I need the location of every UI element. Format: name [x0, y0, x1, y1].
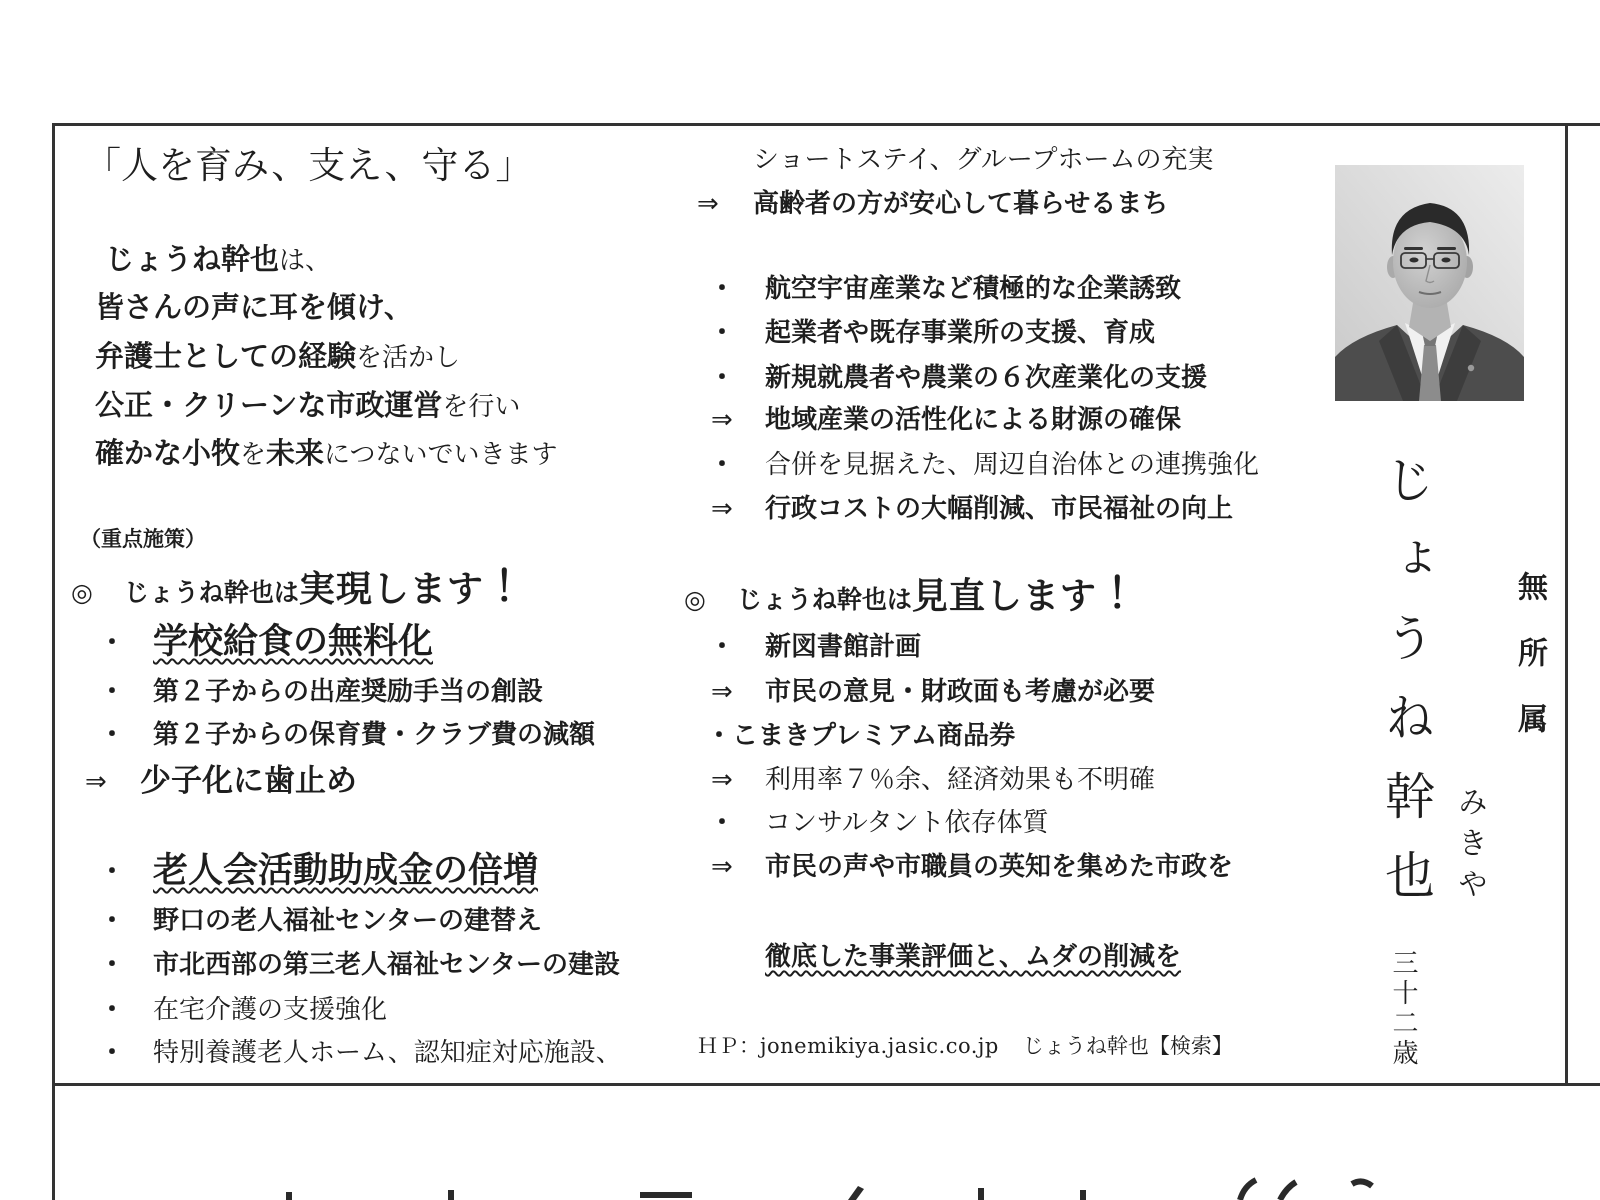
glyph-fragment [978, 1188, 984, 1200]
bullet-dot: ・ [709, 450, 736, 480]
bullet-dot: ・ [99, 720, 126, 750]
bullet-dot: ・ [99, 677, 126, 707]
policy-item [99, 851, 539, 891]
policy-item-continued [753, 147, 1213, 173]
double-circle-icon: ◎ [71, 578, 93, 607]
policy-item [99, 997, 387, 1023]
candidate-affiliation: 無所属 [1512, 571, 1547, 769]
bullet-dot: ・ [709, 632, 736, 662]
intro-line-3 [95, 339, 461, 373]
realize-verb: 実現します [298, 568, 484, 610]
review-result [711, 854, 1233, 880]
bullet-dot: ・ [99, 627, 126, 658]
website-url: jonemikiya.jasic.co.jp [760, 1034, 999, 1058]
exclamation-mark: ！ [1106, 569, 1149, 618]
review-text: 市民の声や市職員の英知を集めた市政を [765, 852, 1234, 882]
arrow-icon: ⇒ [711, 852, 733, 882]
lapel-pin [1468, 365, 1474, 371]
arrow-icon: ⇒ [711, 677, 733, 707]
policy-text: 学校給食の無料化 [153, 622, 434, 662]
review-text: 新図書館計画 [765, 632, 922, 662]
policy-item [709, 365, 1207, 391]
website-label: ＨＰ： [697, 1034, 760, 1058]
frame-top-rule [52, 123, 1600, 126]
arrow-icon: ⇒ [711, 405, 733, 435]
arrow-icon: ⇒ [697, 189, 719, 219]
policy-item [99, 1040, 622, 1066]
policy-text: 市北西部の第三老人福祉センターの建設 [153, 950, 620, 980]
policy-result [711, 496, 1233, 522]
arrow-icon: ⇒ [711, 494, 733, 524]
bullet-dot: ・ [99, 1038, 126, 1068]
left-eye [1410, 258, 1419, 263]
realize-heading [71, 562, 536, 611]
glyph-fragment [1352, 1181, 1372, 1186]
cut-off-heading-fragments [0, 1170, 1600, 1200]
right-eyebrow [1437, 247, 1456, 250]
policy-item [99, 908, 542, 934]
review-heading [684, 569, 1149, 618]
review-verb: 見直します [911, 575, 1097, 617]
glyph-fragment [1080, 1190, 1086, 1200]
review-text: ・こまきプレミアム商品券 [706, 721, 1016, 751]
bullet-dot: ・ [99, 995, 126, 1025]
key-policies-label: （重点施策） [80, 526, 206, 551]
glyph-fragment [848, 1186, 864, 1200]
website-line [697, 1036, 1233, 1057]
candidate-name-vertical: じょうね幹也 [1377, 454, 1435, 928]
policy-item [709, 276, 1181, 302]
policy-text: 航空宇宙産業など積極的な企業誘致 [765, 274, 1182, 304]
glyph-fragment [1240, 1180, 1256, 1200]
review-item [709, 634, 921, 660]
left-eyebrow [1404, 247, 1423, 250]
policy-text: 在宅介護の支援強化 [153, 995, 388, 1025]
glyph-fragment [286, 1192, 292, 1200]
policy-text: 第２子からの出産奨励手当の創設 [153, 677, 544, 707]
bullet-dot: ・ [709, 274, 736, 304]
policy-text: 高齢者の方が安心して暮らせるまち [753, 189, 1169, 219]
glyph-fragment [448, 1190, 454, 1200]
review-result [711, 767, 1155, 793]
policy-text: 起業者や既存事業所の支援、育成 [765, 318, 1156, 348]
exclamation-mark: ！ [493, 562, 536, 611]
policy-text: 老人会活動助成金の倍増 [153, 851, 539, 891]
intro-regular: を [240, 440, 267, 470]
bullet-dot: ・ [709, 808, 736, 838]
review-text: 市民の意見・財政面も考慮が必要 [765, 677, 1156, 707]
review-item [709, 810, 1049, 836]
policy-item [709, 452, 1259, 478]
review-text: 利用率７％余、経済効果も不明確 [765, 765, 1156, 795]
frame-bottom-rule [52, 1083, 1600, 1086]
right-eye [1442, 258, 1451, 263]
glyph-fragment [1280, 1182, 1296, 1200]
review-lead: じょうね幹也は [736, 585, 912, 614]
arrow-icon: ⇒ [711, 765, 733, 795]
policy-text: 行政コストの大幅削減、市民福祉の向上 [765, 494, 1234, 524]
review-conclusion: 徹底した事業評価と、ムダの削減を [765, 942, 1182, 972]
intro-bold: 未来 [266, 436, 325, 470]
search-phrase: じょうね幹也【検索】 [1022, 1034, 1233, 1058]
policy-text: 合併を見据えた、周辺自治体との連携強化 [765, 450, 1260, 480]
intro-bold: 公正・クリーンな市政運営 [95, 388, 443, 422]
intro-bold: 弁護士としての経験 [95, 339, 357, 373]
slogan-heading: 「人を育み、支え、守る」 [84, 144, 533, 187]
realize-lead: じょうね幹也は [123, 578, 299, 607]
review-item [706, 723, 1015, 749]
double-circle-icon: ◎ [684, 585, 706, 614]
policy-text: 地域産業の活性化による財源の確保 [765, 405, 1182, 435]
policy-item [99, 952, 620, 978]
policy-text: 第２子からの保育費・クラブ費の減額 [153, 720, 596, 750]
policy-result [697, 191, 1168, 217]
frame-left-rule [52, 123, 55, 1200]
policy-result [85, 763, 357, 799]
bullet-dot: ・ [709, 363, 736, 393]
candidate-age: 三十二歳 [1388, 949, 1418, 1069]
candidate-name-reading: みきや [1452, 786, 1487, 909]
policy-item [709, 320, 1155, 346]
intro-regular: につないでいきます [324, 440, 558, 470]
glyph-fragment [640, 1192, 692, 1198]
policy-text: 少子化に歯止め [140, 763, 357, 799]
bullet-dot: ・ [99, 906, 126, 936]
policy-text: 新規就農者や農業の６次産業化の支援 [765, 363, 1208, 393]
frame-right-divider [1565, 123, 1568, 1086]
intro-line-4 [95, 388, 521, 422]
intro-bold: 皆さんの声に耳を傾け、 [95, 290, 413, 324]
intro-bold: じょうね幹也 [105, 242, 280, 276]
policy-item [99, 679, 543, 705]
review-text: コンサルタント依存体質 [765, 808, 1049, 838]
bullet-dot: ・ [99, 856, 126, 887]
intro-regular: は、 [279, 246, 332, 276]
intro-regular: を行い [442, 392, 521, 422]
intro-line-5 [95, 436, 558, 470]
bullet-dot: ・ [99, 950, 126, 980]
intro-bold: 確かな小牧 [95, 436, 241, 470]
intro-line-2 [95, 290, 413, 324]
policy-item [99, 722, 595, 748]
policy-result [711, 407, 1181, 433]
policy-item [99, 622, 434, 662]
intro-line-1 [105, 242, 332, 276]
review-result [711, 679, 1155, 705]
arrow-icon: ⇒ [85, 766, 107, 797]
intro-regular: を活かし [356, 343, 461, 373]
bullet-dot: ・ [709, 318, 736, 348]
policy-text: 特別養護老人ホーム、認知症対応施設、 [153, 1038, 622, 1068]
policy-text: 野口の老人福祉センターの建替え [153, 906, 542, 936]
candidate-photo [1335, 165, 1524, 401]
policy-text: ショートステイ、グループホームの充実 [753, 145, 1214, 175]
